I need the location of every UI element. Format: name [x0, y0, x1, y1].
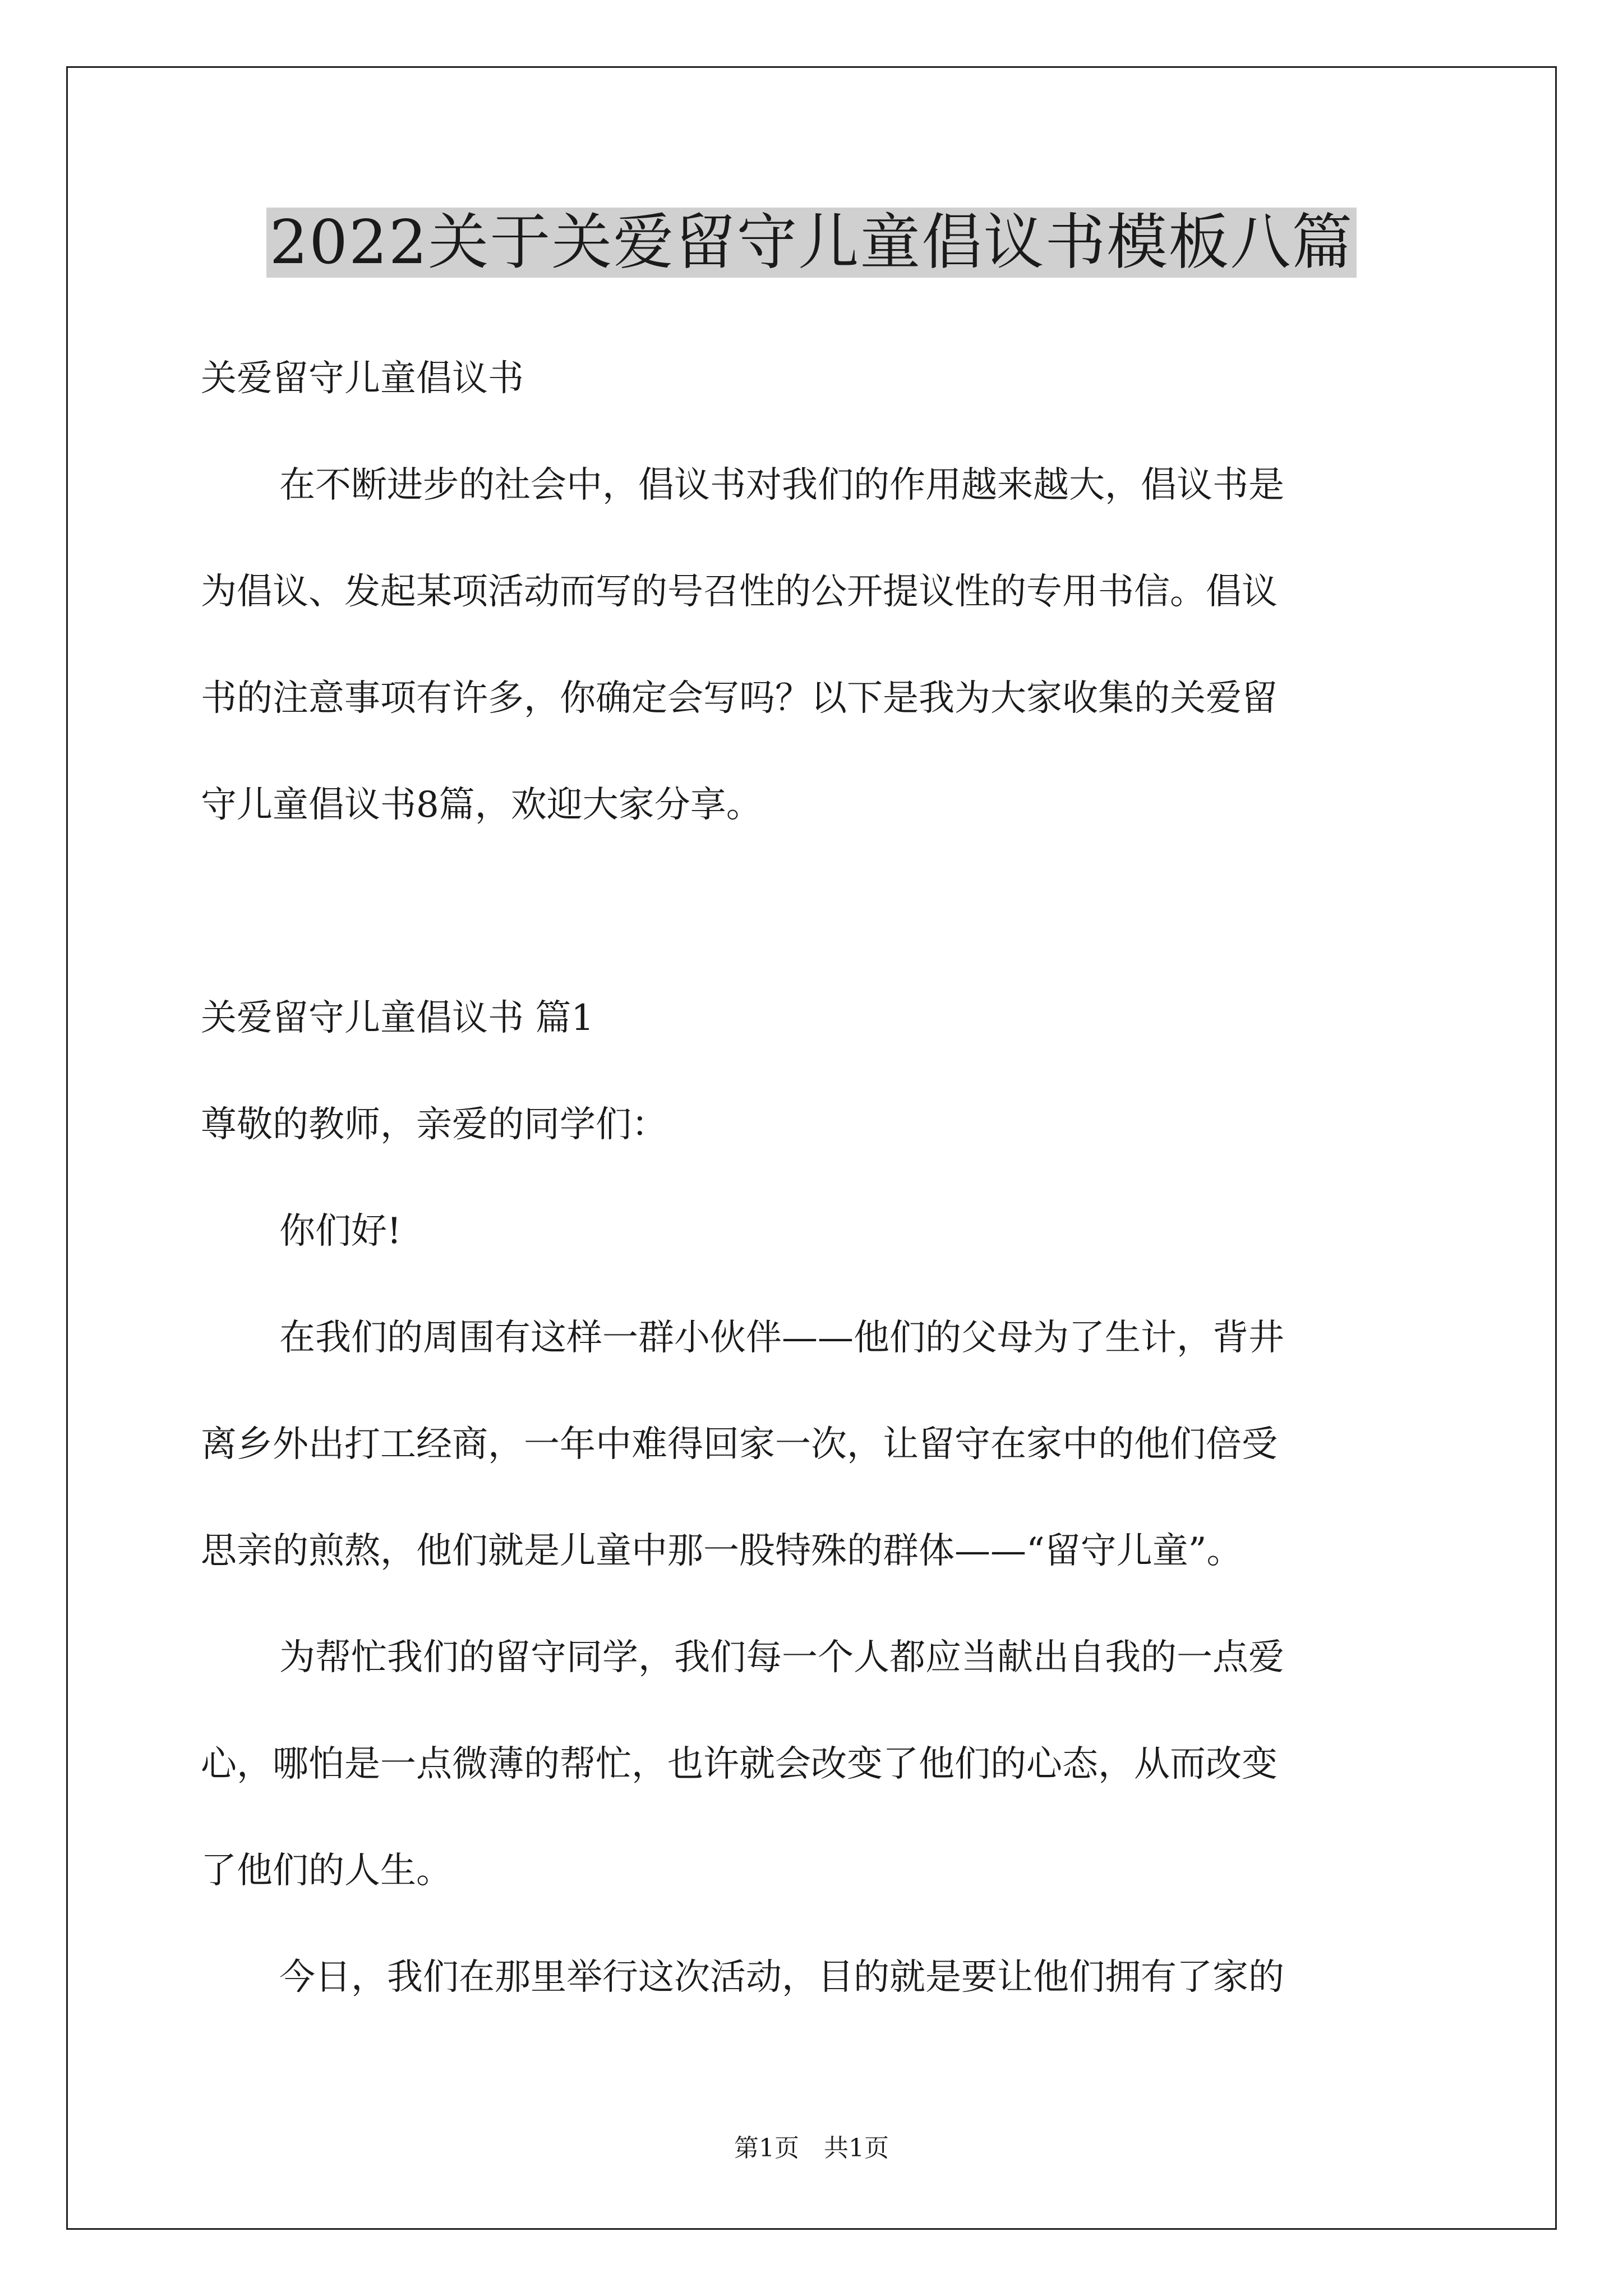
- body-line-16: 今日，我们在那里举行这次活动，目的就是要让他们拥有了家的: [279, 1957, 1284, 1998]
- body-line-15: 了他们的人生。: [201, 1850, 452, 1892]
- document-body: [201, 325, 1435, 2031]
- body-line-3: 为倡议、发起某项活动而写的号召性的公开提议性的专用书信。倡议: [201, 571, 1278, 613]
- section-heading: 关爱留守儿童倡议书 篇1: [201, 997, 594, 1039]
- body-line-14: 心，哪怕是一点微薄的帮忙，也许就会改变了他们的心态，从而改变: [201, 1743, 1278, 1785]
- body-line-1: 关爱留守儿童倡议书: [201, 358, 524, 399]
- body-line-13: 为帮忙我们的留守同学，我们每一个人都应当献出自我的一点爱: [279, 1637, 1284, 1678]
- greeting: 你们好!: [279, 1211, 402, 1252]
- blank-line: [201, 858, 1435, 965]
- body-line-10: 在我们的周围有这样一群小伙伴——他们的父母为了生计，背井: [279, 1317, 1284, 1359]
- body-line-2: 在不断进步的社会中，倡议书对我们的作用越来越大，倡议书是: [279, 464, 1284, 506]
- document-title: [0, 201, 1623, 285]
- body-line-4: 书的注意事项有许多，你确定会写吗？以下是我为大家收集的关爱留: [201, 678, 1278, 719]
- body-line-11: 离乡外出打工经商，一年中难得回家一次，让留守在家中的他们倍受: [201, 1424, 1278, 1465]
- document-title-text: 2022关于关爱留守儿童倡议书模板八篇: [266, 208, 1357, 278]
- body-line-5: 守儿童倡议书8篇，欢迎大家分享。: [201, 784, 762, 826]
- page-footer: 第1页 共1页: [734, 2134, 889, 2162]
- body-line-12: 思亲的煎熬，他们就是儿童中那一股特殊的群体——“留守儿童”。: [201, 1530, 1243, 1572]
- salutation: 尊敬的教师，亲爱的同学们：: [201, 1104, 667, 1145]
